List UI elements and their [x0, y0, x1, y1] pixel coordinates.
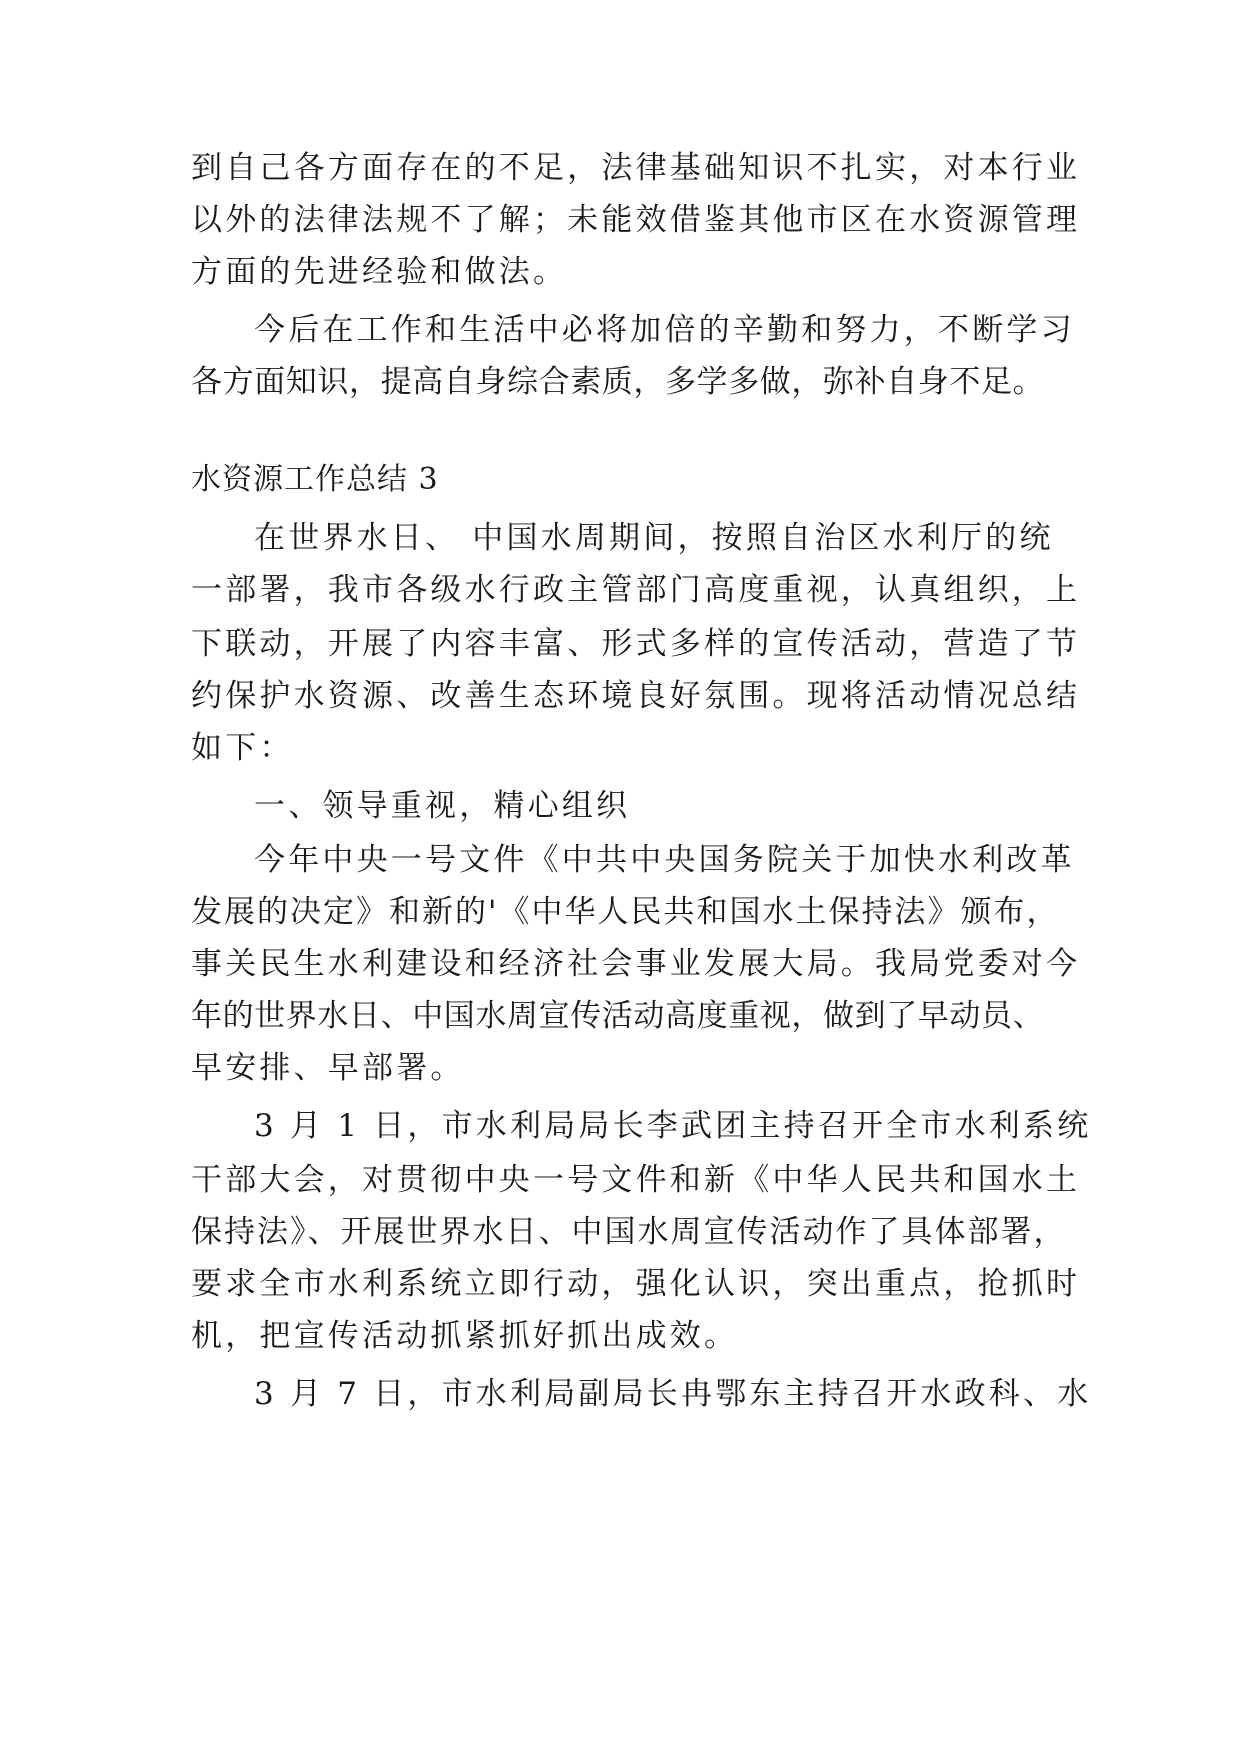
text-line: 3 月 1 日，市水利局局长李武团主持召开全市水利系统	[254, 1108, 1092, 1144]
text-line: 今年中央一号文件《中共中央国务院关于加快水利改革	[254, 842, 1075, 878]
text-line: 年的世界水日、中国水周宣传活动高度重视，做到了早动员、	[191, 998, 1045, 1034]
text-line: 干部大会，对贯彻中央一号文件和新《中华人民共和国水土	[191, 1162, 1081, 1198]
text-line: 早安排、早部署。	[191, 1050, 465, 1086]
text-line: 机，把宣传活动抓紧抓好抓出成效。	[191, 1318, 739, 1354]
text-line: 以外的法律法规不了解；未能效借鉴其他市区在水资源管理	[191, 202, 1081, 238]
subheading: 一、领导重视，精心组织	[254, 788, 631, 824]
text-line: 保持法》、开展世界水日、中国水周宣传活动作了具体部署，	[191, 1214, 1067, 1250]
text-line: 今后在工作和生活中必将加倍的辛勤和努力，不断学习	[254, 312, 1075, 348]
text-line: 下联动，开展了内容丰富、形式多样的宣传活动，营造了节	[191, 626, 1081, 662]
text-line: 如下：	[191, 730, 294, 766]
text-line: 约保护水资源、改善生态环境良好氛围。现将活动情况总结	[191, 678, 1081, 714]
text-line: 方面的先进经验和做法。	[191, 254, 568, 290]
text-line: 要求全市水利系统立即行动，强化认识，突出重点，抢抓时	[191, 1266, 1081, 1302]
text-line: 3 月 7 日，市水利局副局长冉鄂东主持召开水政科、水	[254, 1376, 1092, 1412]
text-line: 在世界水日、 中国水周期间，按照自治区水利厅的统	[254, 520, 1054, 556]
text-line: 发展的决定》和新的'《中华人民共和国水土保持法》颁布，	[191, 894, 1060, 930]
text-line: 到自己各方面存在的不足，法律基础知识不扎实，对本行业	[191, 150, 1081, 186]
section-heading: 水资源工作总结 3	[191, 462, 439, 497]
text-line: 事关民生水利建设和经济社会事业发展大局。我局党委对今	[191, 946, 1081, 982]
text-line: 各方面知识，提高自身综合素质，多学多做，弥补自身不足。	[191, 364, 1045, 400]
text-line: 一部署，我市各级水行政主管部门高度重视，认真组织，上	[191, 572, 1081, 608]
